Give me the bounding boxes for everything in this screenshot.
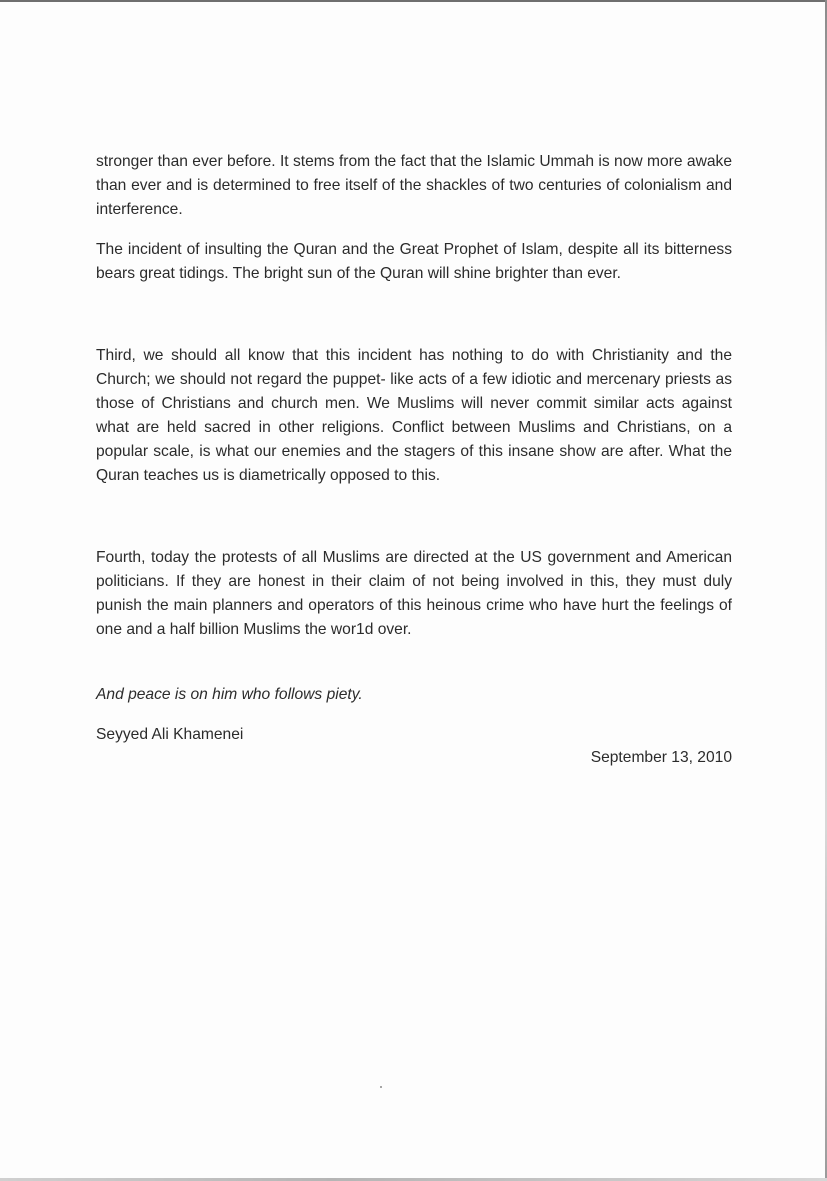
scan-speck: [380, 1086, 382, 1088]
letter-date: September 13, 2010: [590, 749, 732, 766]
signature-name: Seyyed Ali Khamenei: [96, 726, 244, 743]
paragraph-third-point: Third, we should all know that this incident has nothing to do with Christianity and the Church; we should not regard the puppet- like acts of a few idiotic and mercenary priests as those of Christians and church men. We Muslims will never commit similar acts against what are held sacred in other religions. Conflict between Muslims and Christians, on a popular scale, is what our enemies and the stagers of this insane show are after. What the Quran teaches us is diametrically opposed to this.: [96, 347, 732, 484]
paragraph-fourth-point: Fourth, today the protests of all Muslims are directed at the US government and American politicians. If they are honest in their claim of not being involved in this, they must duly punish the main planners and operators of this heinous crime who have hurt the feelings of one and a half billion Muslims the wor1d over.: [96, 549, 732, 638]
scan-edge-top: [0, 0, 827, 2]
paragraph-quran-incident: The incident of insulting the Quran and the Great Prophet of Islam, despite all its bitterness bears great tidings. The bright sun of the Quran will shine brighter than ever.: [96, 241, 732, 282]
paragraph-continuation: stronger than ever before. It stems from the fact that the Islamic Ummah is now more awake than ever and is determined to free itself of the shackles of two centuries of colonialism and interference.: [96, 153, 732, 218]
closing-line: And peace is on him who follows piety.: [96, 686, 363, 703]
